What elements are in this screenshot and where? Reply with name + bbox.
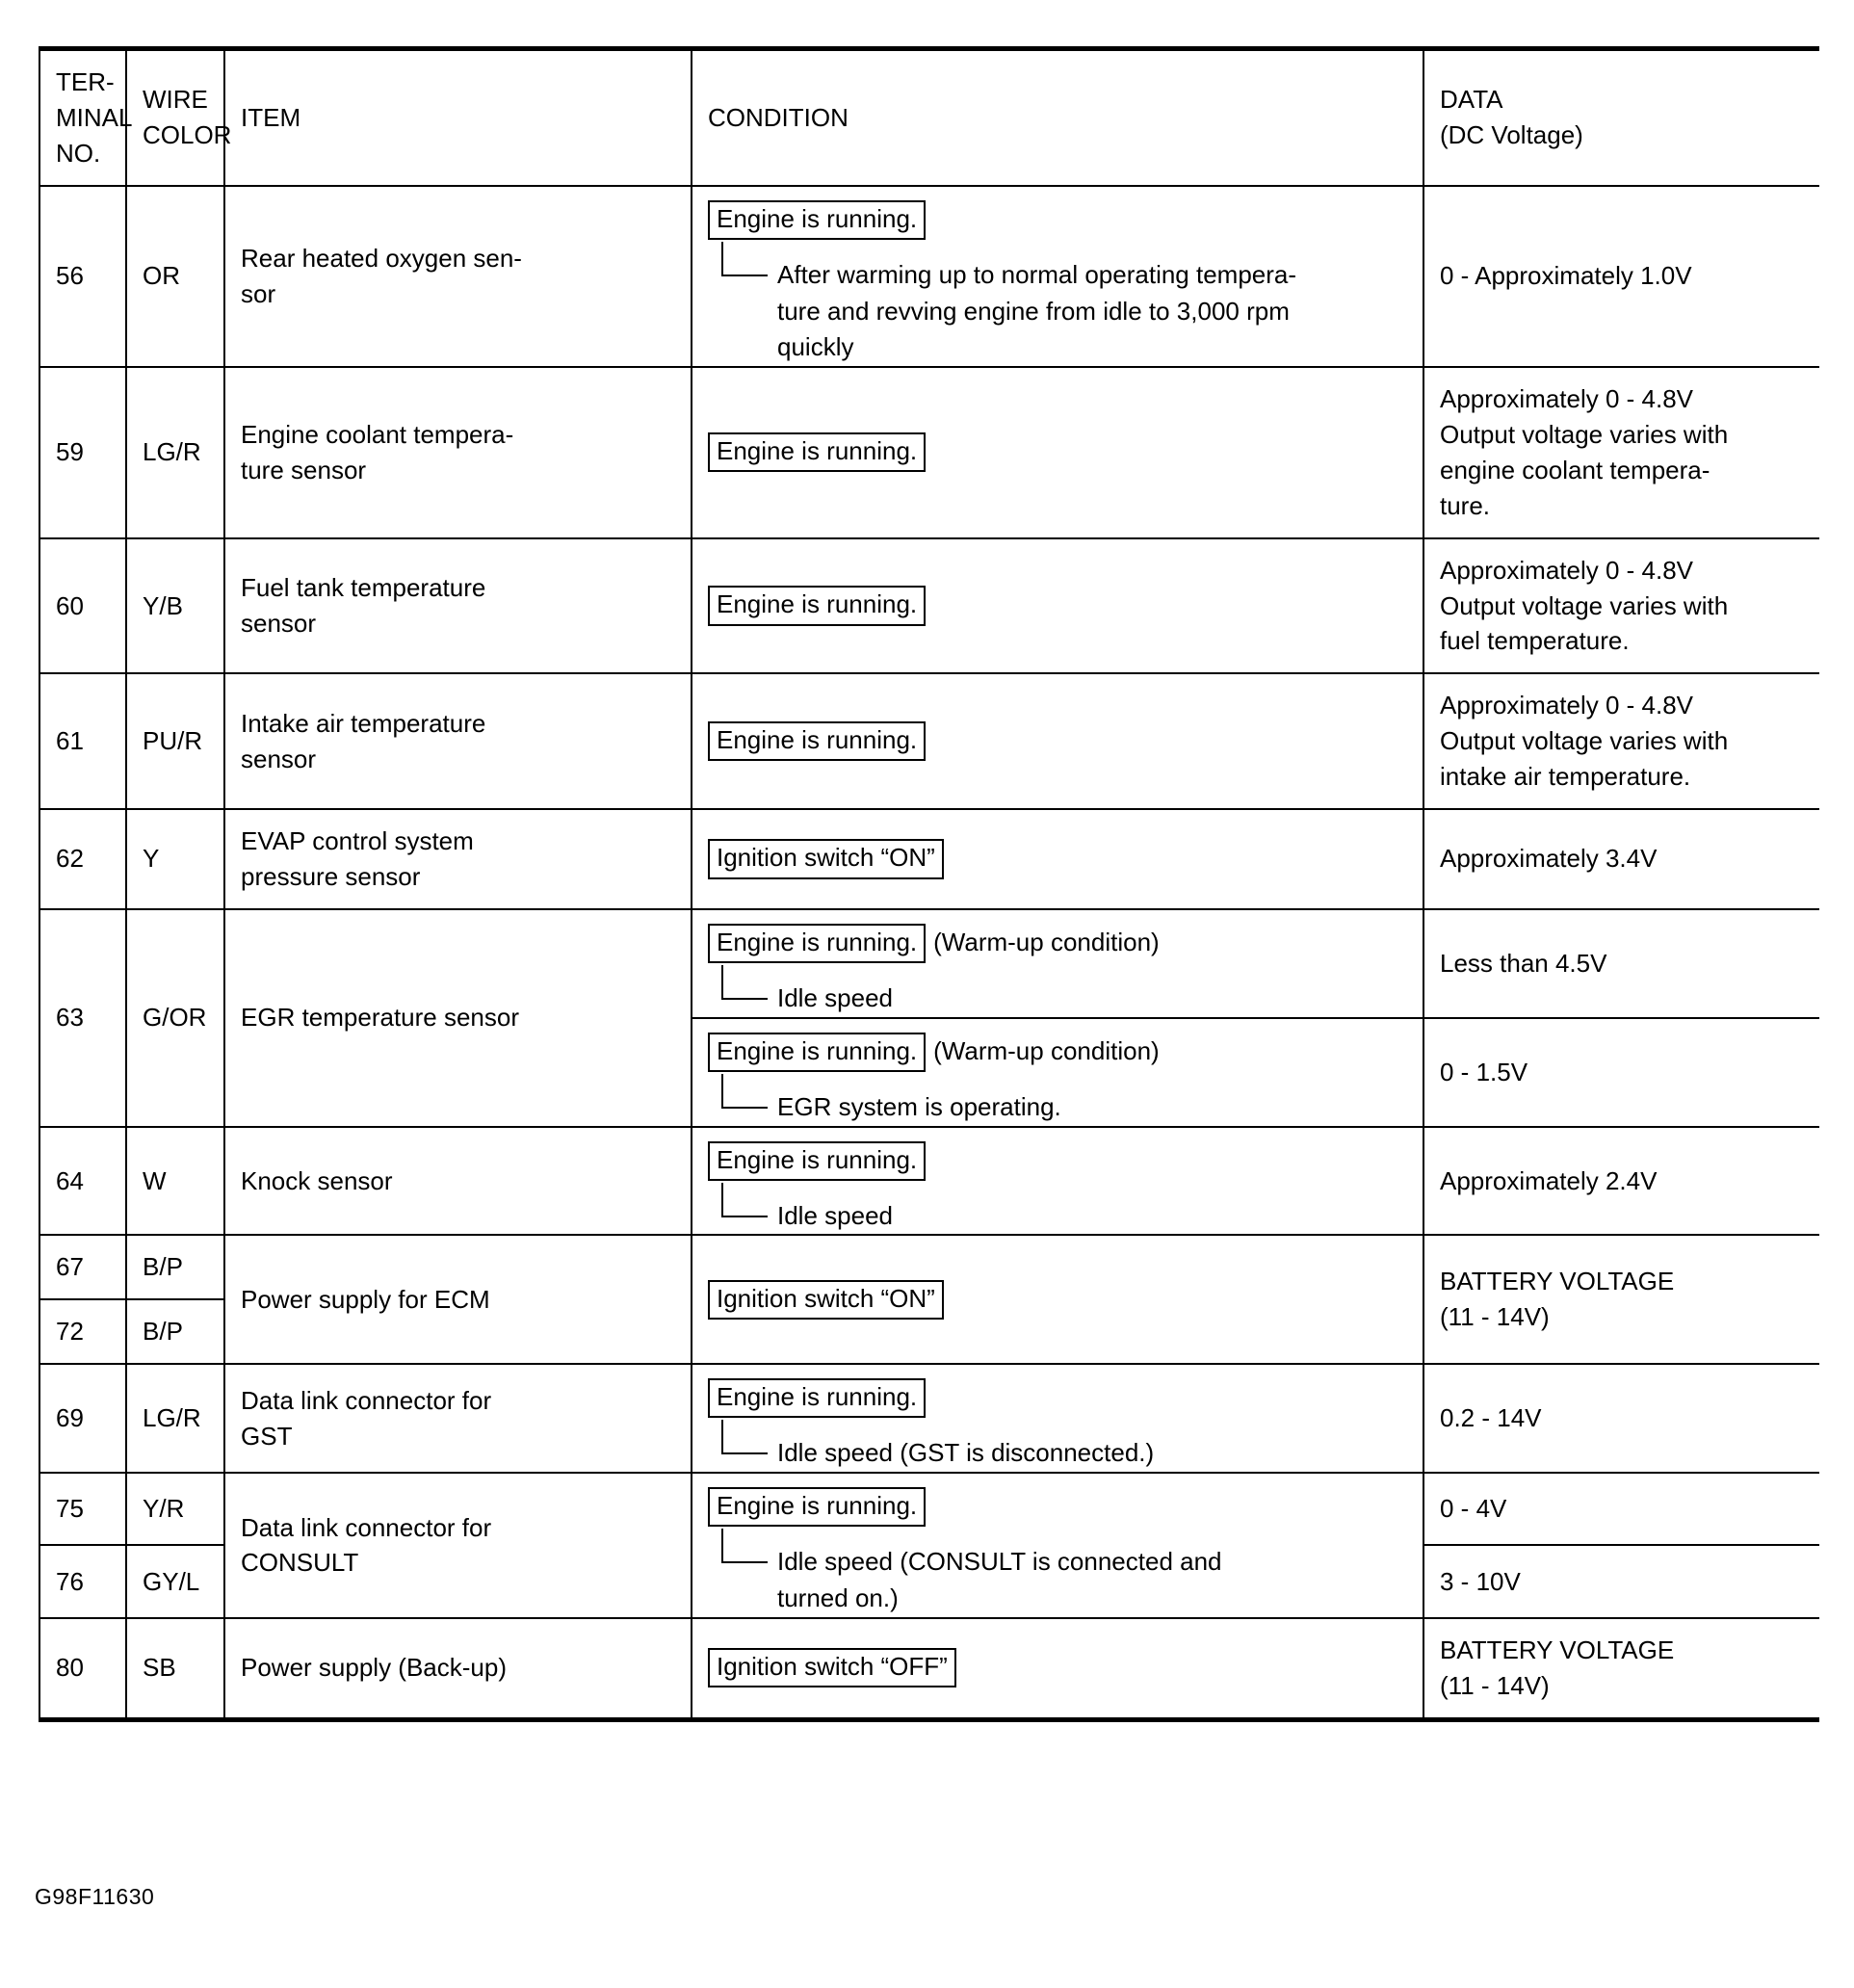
- condition-branch: [708, 1530, 1407, 1613]
- condition-box-label: Engine is running.: [708, 721, 926, 761]
- cell-terminal-no: 69: [39, 1364, 126, 1473]
- ecm-terminal-spec-table: [39, 46, 1819, 1722]
- cell-wire-color: OR: [126, 186, 224, 367]
- data-line: (11 - 14V): [1440, 1302, 1550, 1332]
- cell-condition: [692, 1364, 1423, 1473]
- header-item: ITEM: [224, 49, 692, 186]
- cell-data: [1423, 909, 1819, 1018]
- table-body: [39, 186, 1819, 1719]
- data-line: Approximately 0 - 4.8V: [1440, 555, 1694, 585]
- table-row: [39, 909, 1819, 1018]
- cell-item: [224, 809, 692, 909]
- cell-item: [224, 909, 692, 1127]
- condition-head: [708, 200, 1407, 240]
- cell-item: [224, 186, 692, 367]
- elbow-connector-icon: [721, 242, 768, 276]
- branch-text: [777, 1198, 1407, 1235]
- item-line: ture sensor: [241, 455, 367, 484]
- branch-line: Idle speed: [777, 983, 893, 1013]
- condition-branch: [708, 1422, 1407, 1468]
- cell-terminal-no: 67: [39, 1235, 126, 1299]
- cell-terminal-no: 75: [39, 1473, 126, 1545]
- cell-terminal-no: 56: [39, 186, 126, 367]
- condition-head: [708, 1487, 1407, 1527]
- table-row: [39, 538, 1819, 674]
- figure-reference-code: G98F11630: [35, 1884, 155, 1909]
- elbow-connector-icon: [721, 965, 768, 1000]
- cell-data: [1423, 538, 1819, 674]
- cell-item: [224, 538, 692, 674]
- cell-wire-color: Y/R: [126, 1473, 224, 1545]
- item-line: Power supply (Back-up): [241, 1653, 507, 1683]
- header-condition: CONDITION: [692, 49, 1423, 186]
- cell-terminal-no: 59: [39, 367, 126, 538]
- cell-condition: [692, 1127, 1423, 1236]
- data-line: intake air temperature.: [1440, 762, 1691, 792]
- cell-terminal-no: 64: [39, 1127, 126, 1236]
- cell-item: [224, 1618, 692, 1719]
- item-line: Knock sensor: [241, 1165, 393, 1195]
- condition-box-label: Engine is running.: [708, 924, 926, 963]
- cell-wire-color: B/P: [126, 1299, 224, 1364]
- cell-wire-color: LG/R: [126, 1364, 224, 1473]
- branch-text: [777, 1089, 1407, 1126]
- cell-data: [1423, 367, 1819, 538]
- item-line: sor: [241, 278, 276, 308]
- cell-condition: [692, 186, 1423, 367]
- condition-suffix: (Warm-up condition): [933, 927, 1160, 956]
- cell-condition: [692, 1618, 1423, 1719]
- branch-text: [777, 981, 1407, 1017]
- branch-line: EGR system is operating.: [777, 1091, 1061, 1121]
- cell-data: [1423, 1364, 1819, 1473]
- data-line: 0 - Approximately 1.0V: [1440, 261, 1692, 291]
- condition-box-label: Ignition switch “ON”: [708, 839, 944, 878]
- cell-wire-color: SB: [126, 1618, 224, 1719]
- cell-condition: [692, 673, 1423, 809]
- item-line: Data link connector for: [241, 1512, 492, 1542]
- data-line: Approximately 2.4V: [1440, 1165, 1658, 1195]
- cell-terminal-no: 62: [39, 809, 126, 909]
- spec-table-sheet: [39, 46, 1818, 1722]
- cell-condition: [692, 1235, 1423, 1364]
- condition-branch: [708, 244, 1407, 362]
- condition-box-label: Ignition switch “OFF”: [708, 1648, 956, 1687]
- condition-box-label: Engine is running.: [708, 432, 926, 472]
- data-line: 3 - 10V: [1440, 1566, 1521, 1596]
- item-line: EVAP control system: [241, 826, 474, 856]
- data-line: 0 - 1.5V: [1440, 1057, 1528, 1086]
- cell-wire-color: Y/B: [126, 538, 224, 674]
- condition-box-label: Ignition switch “ON”: [708, 1280, 944, 1320]
- branch-line: After warming up to normal operating tempera-: [777, 259, 1297, 289]
- table-row: [39, 1127, 1819, 1236]
- condition-head: [708, 924, 1407, 963]
- header-wire-color: [126, 49, 232, 186]
- branch-line: Idle speed: [777, 1200, 893, 1230]
- cell-item: [224, 1127, 692, 1236]
- branch-line: Idle speed (CONSULT is connected and: [777, 1547, 1222, 1577]
- header-wire-line-1: WIRE: [143, 85, 208, 115]
- cell-wire-color: B/P: [126, 1235, 224, 1299]
- condition-box-label: Engine is running.: [708, 1487, 926, 1527]
- cell-wire-color: LG/R: [126, 367, 224, 538]
- cell-wire-color: G/OR: [126, 909, 224, 1127]
- data-line: Less than 4.5V: [1440, 948, 1607, 978]
- cell-terminal-no: 61: [39, 673, 126, 809]
- cell-condition: [692, 909, 1423, 1018]
- data-line: ture.: [1440, 490, 1491, 520]
- cell-data: [1423, 1018, 1819, 1127]
- header-wire-line-2: COLOR: [143, 120, 232, 150]
- data-line: (11 - 14V): [1440, 1670, 1550, 1700]
- header-row: [39, 49, 1819, 186]
- cell-condition: [692, 809, 1423, 909]
- cell-condition: [692, 538, 1423, 674]
- cell-item: [224, 673, 692, 809]
- item-line: Data link connector for: [241, 1385, 492, 1415]
- cell-terminal-no: 76: [39, 1545, 126, 1617]
- condition-box-label: Engine is running.: [708, 586, 926, 625]
- item-line: EGR temperature sensor: [241, 1003, 520, 1033]
- condition-box-label: Engine is running.: [708, 1378, 926, 1418]
- item-line: Power supply for ECM: [241, 1284, 490, 1314]
- cell-data: [1423, 1235, 1819, 1364]
- branch-line: ture and revving engine from idle to 3,000 rpm: [777, 296, 1290, 326]
- cell-terminal-no: 60: [39, 538, 126, 674]
- data-line: engine coolant tempera-: [1440, 455, 1710, 484]
- data-line: Approximately 0 - 4.8V: [1440, 383, 1694, 413]
- cell-item: [224, 1235, 692, 1364]
- condition-branch: [708, 1076, 1407, 1121]
- condition-head: [708, 1141, 1407, 1181]
- cell-condition: [692, 1473, 1423, 1618]
- data-line: 0.2 - 14V: [1440, 1403, 1542, 1433]
- item-line: Rear heated oxygen sen-: [241, 243, 522, 273]
- data-line: BATTERY VOLTAGE: [1440, 1267, 1675, 1296]
- condition-suffix: (Warm-up condition): [933, 1035, 1160, 1065]
- item-line: pressure sensor: [241, 861, 421, 891]
- branch-line: turned on.): [777, 1583, 899, 1613]
- cell-data: [1423, 1127, 1819, 1236]
- header-terminal-line-3: NO.: [56, 138, 101, 168]
- table-row: [39, 1235, 1819, 1299]
- table-row: [39, 1618, 1819, 1719]
- header-data-line-1: DATA: [1440, 85, 1503, 115]
- condition-branch: [708, 1185, 1407, 1230]
- cell-terminal-no: 80: [39, 1618, 126, 1719]
- header-terminal-line-1: TER-: [56, 67, 115, 96]
- branch-text: [777, 1544, 1407, 1616]
- cell-terminal-no: 72: [39, 1299, 126, 1364]
- cell-wire-color: Y: [126, 809, 224, 909]
- branch-text: [777, 257, 1407, 366]
- data-line: Approximately 0 - 4.8V: [1440, 691, 1694, 720]
- data-line: BATTERY VOLTAGE: [1440, 1635, 1675, 1664]
- data-line: 0 - 4V: [1440, 1494, 1507, 1524]
- data-line: Output voltage varies with: [1440, 590, 1729, 620]
- data-line: Output voltage varies with: [1440, 726, 1729, 756]
- table-row: [39, 809, 1819, 909]
- cell-condition: [692, 1018, 1423, 1127]
- elbow-connector-icon: [721, 1529, 768, 1563]
- cell-item: [224, 367, 692, 538]
- table-row: [39, 1364, 1819, 1473]
- cell-data: [1423, 186, 1819, 367]
- cell-item: [224, 1473, 692, 1618]
- data-line: Approximately 3.4V: [1440, 844, 1658, 874]
- data-line: fuel temperature.: [1440, 626, 1630, 656]
- cell-data: [1423, 1545, 1819, 1617]
- branch-text: [777, 1435, 1407, 1472]
- item-line: Intake air temperature: [241, 708, 486, 738]
- branch-line: quickly: [777, 332, 854, 362]
- item-line: sensor: [241, 744, 317, 773]
- cell-data: [1423, 1618, 1819, 1719]
- header-terminal-no: [39, 49, 133, 186]
- item-line: CONSULT: [241, 1548, 359, 1578]
- elbow-connector-icon: [721, 1074, 768, 1109]
- cell-data: [1423, 1473, 1819, 1545]
- cell-wire-color: W: [126, 1127, 224, 1236]
- table-row: [39, 673, 1819, 809]
- table-header: [39, 49, 1819, 186]
- header-data-line-2: (DC Voltage): [1440, 120, 1583, 150]
- table-row: [39, 186, 1819, 367]
- condition-box-label: Engine is running.: [708, 200, 926, 240]
- cell-data: [1423, 809, 1819, 909]
- condition-head: [708, 1378, 1407, 1418]
- item-line: sensor: [241, 608, 317, 638]
- cell-terminal-no: 63: [39, 909, 126, 1127]
- table-row: [39, 1473, 1819, 1545]
- cell-data: [1423, 673, 1819, 809]
- header-terminal-line-2: MINAL: [56, 102, 133, 132]
- item-line: Fuel tank temperature: [241, 573, 486, 603]
- header-data: [1423, 49, 1819, 186]
- data-line: Output voltage varies with: [1440, 419, 1729, 449]
- elbow-connector-icon: [721, 1420, 768, 1454]
- item-line: Engine coolant tempera-: [241, 419, 514, 449]
- condition-box-label: Engine is running.: [708, 1141, 926, 1181]
- cell-item: [224, 1364, 692, 1473]
- condition-box-label: Engine is running.: [708, 1033, 926, 1072]
- cell-wire-color: GY/L: [126, 1545, 224, 1617]
- condition-branch: [708, 967, 1407, 1013]
- cell-wire-color: PU/R: [126, 673, 224, 809]
- item-line: GST: [241, 1421, 293, 1451]
- condition-head: [708, 1033, 1407, 1072]
- elbow-connector-icon: [721, 1183, 768, 1217]
- table-row: [39, 367, 1819, 538]
- branch-line: Idle speed (GST is disconnected.): [777, 1438, 1155, 1468]
- cell-condition: [692, 367, 1423, 538]
